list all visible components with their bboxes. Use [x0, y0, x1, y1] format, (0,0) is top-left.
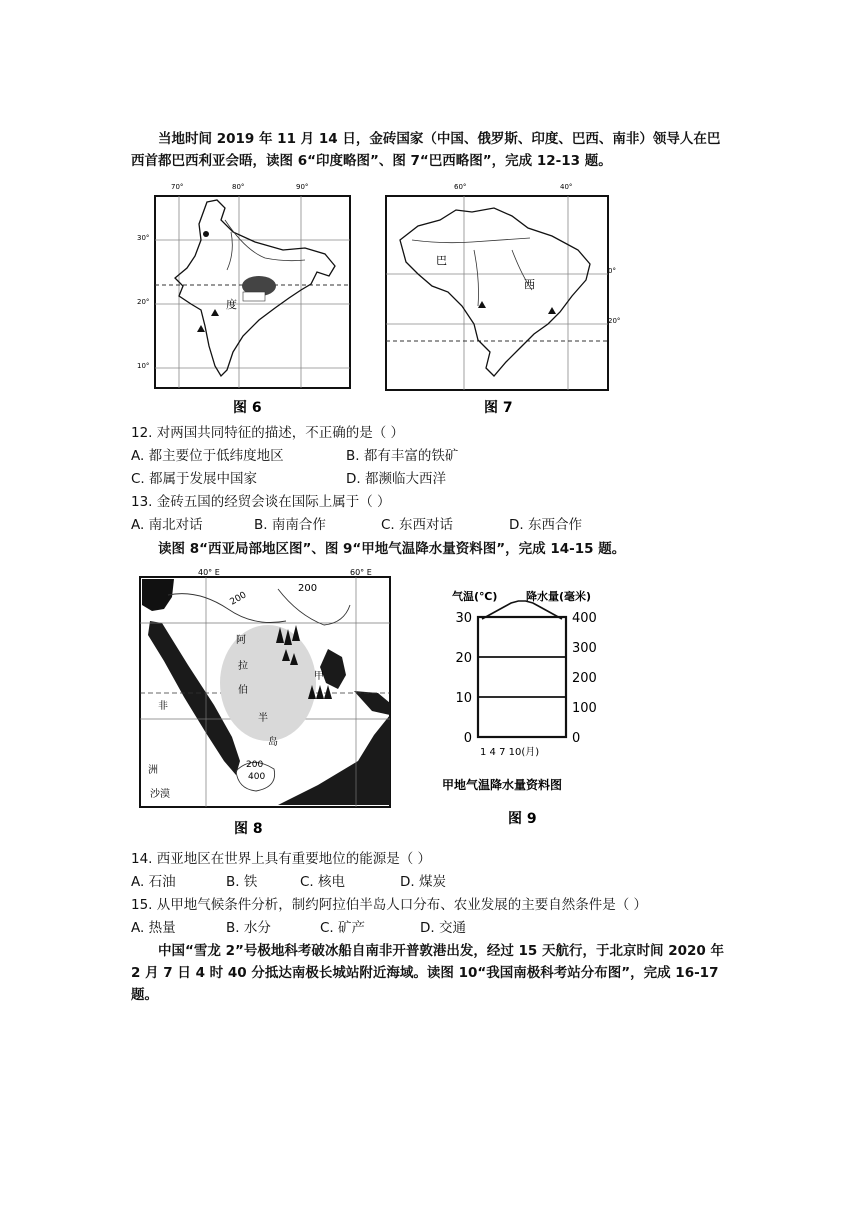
isoline-label: 200 — [228, 590, 249, 608]
question-15-option-c[interactable]: C. 矿产 — [320, 920, 366, 936]
desert-stipple — [220, 625, 316, 741]
lat-label: 20° — [608, 317, 621, 325]
mineral-symbol — [548, 307, 556, 314]
question-13-stem: 13. 金砖五国的经贸会谈在国际上属于（ ） — [131, 494, 391, 510]
map-label: 巴 — [436, 254, 447, 267]
figure-8-west-asia-map — [128, 565, 398, 840]
plot-frame — [478, 617, 566, 737]
figure-caption: 图 9 — [508, 811, 537, 827]
mineral-symbol — [478, 301, 486, 308]
figure-caption: 图 7 — [484, 400, 513, 416]
question-14-option-d[interactable]: D. 煤炭 — [400, 874, 446, 890]
map-label: 洲 — [148, 765, 158, 776]
lon-label: 70° — [171, 183, 184, 191]
map-label: 半 — [258, 713, 268, 724]
y2-tick-label: 0 — [572, 731, 581, 746]
figure-9-climate-chart — [400, 565, 640, 835]
chart-title: 甲地气温降水量资料图 — [442, 778, 563, 792]
figure-6-india-map — [135, 180, 360, 420]
y2-tick-label: 100 — [572, 701, 597, 716]
right-axis-title: 降水量(毫米) — [526, 590, 592, 603]
y-tick-label: 20 — [455, 651, 472, 666]
isoline-label: 200 — [298, 583, 318, 594]
question-14-option-a[interactable]: A. 石油 — [131, 874, 176, 890]
question-13-option-b[interactable]: B. 南南合作 — [254, 517, 326, 533]
map-label: 岛 — [268, 737, 278, 748]
lon-label: 40° — [560, 183, 573, 191]
map-label: 非 — [158, 701, 168, 712]
figure-caption: 图 6 — [233, 400, 262, 416]
map-label: 甲 — [314, 671, 324, 682]
map-label: 阿 — [236, 635, 246, 646]
left-axis-title: 气温(℃) — [452, 590, 498, 603]
question-12-option-c[interactable]: C. 都属于发展中国家 — [131, 471, 258, 487]
lat-label: 20° — [137, 298, 150, 306]
mineral-symbol — [197, 325, 205, 332]
question-12-option-b[interactable]: B. 都有丰富的铁矿 — [346, 448, 459, 464]
lat-label: 0° — [608, 267, 616, 275]
lat-label: 10° — [137, 362, 150, 370]
brazil-outline — [400, 208, 590, 376]
y2-tick-label: 200 — [572, 671, 597, 686]
city-dot — [203, 231, 209, 237]
figure-7-brazil-map — [382, 180, 622, 420]
map-label: 拉 — [238, 661, 248, 672]
map-label: 伯 — [238, 685, 248, 696]
intro-paragraph-3: 中国“雪龙 2”号极地科考破冰船自南非开普敦港出发，经过 15 天航行，于北京时间 2020 年 2 月 7 日 4 时 40 分抵达南极长城站附近海域。读图 10“我国南极科考站分布图”，完成 16-17 题。 — [131, 943, 724, 1003]
question-15-option-a[interactable]: A. 热量 — [131, 920, 176, 936]
y-tick-label: 0 — [463, 731, 472, 746]
y-tick-label: 30 — [455, 611, 472, 626]
lat-label: 30° — [137, 234, 150, 242]
lon-label: 60° — [454, 183, 467, 191]
question-14-option-c[interactable]: C. 核电 — [300, 874, 346, 890]
intro-paragraph-1: 当地时间 2019 年 11 月 14 日，金砖国家（中国、俄罗斯、印度、巴西、南非）领导人在巴西首都巴西利亚会晤，读图 6“印度略图”、图 7“巴西略图”，完成 12-13 题。 — [131, 131, 721, 169]
question-12-option-d[interactable]: D. 都濒临大西洋 — [346, 471, 446, 487]
isoline-label: 400 — [248, 772, 266, 782]
question-12-stem: 12. 对两国共同特征的描述，不正确的是（ ） — [131, 425, 405, 441]
question-13-option-d[interactable]: D. 东西合作 — [509, 517, 582, 533]
map-label: 西 — [524, 278, 535, 291]
y2-tick-label: 300 — [572, 641, 597, 656]
y2-tick-label: 400 — [572, 611, 597, 626]
mineral-symbol — [211, 309, 219, 316]
figure-caption: 图 8 — [234, 821, 263, 837]
map-label: 度 — [226, 298, 237, 311]
lon-label: 90° — [296, 183, 309, 191]
isoline-label: 200 — [246, 760, 264, 770]
lon-label: 80° — [232, 183, 245, 191]
question-15-option-d[interactable]: D. 交通 — [420, 920, 466, 936]
question-14-stem: 14. 西亚地区在世界上具有重要地位的能源是（ ） — [131, 851, 432, 867]
question-13-option-a[interactable]: A. 南北对话 — [131, 517, 203, 533]
question-15-stem: 15. 从甲地气候条件分析，制约阿拉伯半岛人口分布、农业发展的主要自然条件是（ ） — [131, 897, 648, 913]
question-15-option-b[interactable]: B. 水分 — [226, 920, 271, 936]
y-tick-label: 10 — [455, 691, 472, 706]
lon-label: 40° E — [198, 568, 220, 577]
question-14-option-b[interactable]: B. 铁 — [226, 874, 258, 890]
lon-label: 60° E — [350, 568, 372, 577]
map-label: 沙漠 — [150, 789, 170, 800]
question-12-option-a[interactable]: A. 都主要位于低纬度地区 — [131, 448, 284, 464]
question-13-option-c[interactable]: C. 东西对话 — [381, 517, 454, 533]
intro-paragraph-2: 读图 8“西亚局部地区图”、图 9“甲地气温降水量资料图”，完成 14-15 题。 — [158, 541, 626, 557]
x-axis-label: 1 4 7 10(月) — [480, 747, 540, 758]
